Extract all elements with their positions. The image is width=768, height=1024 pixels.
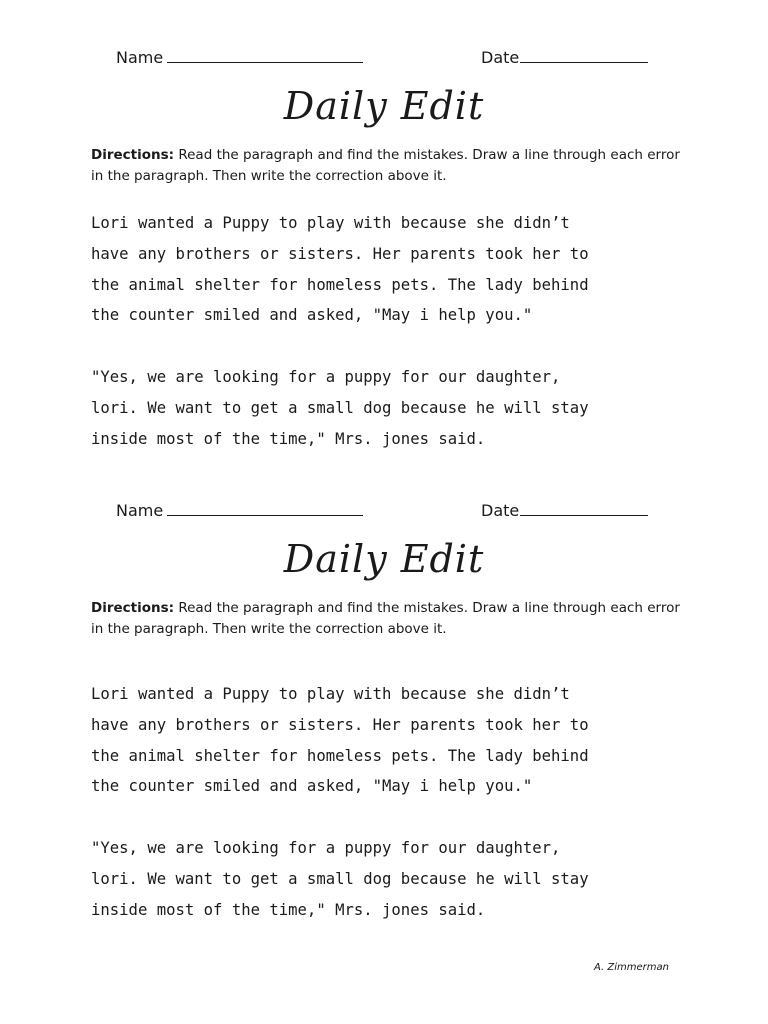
passage-paragraph-1 — [91, 679, 731, 802]
passage-line: the counter smiled and asked, "May i help you." — [91, 306, 533, 325]
passage-line: the animal shelter for homeless pets. The lady behind — [91, 746, 589, 765]
date-blank-line[interactable] — [520, 501, 648, 516]
name-field — [116, 501, 363, 521]
directions-label: Directions: — [91, 147, 175, 163]
name-label: Name — [116, 501, 164, 520]
date-field — [481, 501, 648, 521]
worksheet-title: Daily Edit — [283, 537, 485, 581]
passage-line: lori. We want to get a small dog because he will stay — [91, 398, 589, 417]
date-label: Date — [481, 48, 520, 67]
directions-text: Read the paragraph and find the mistakes. Draw a line through each error in the paragraph. Then write the correction above it. — [91, 147, 680, 184]
passage-line: "Yes, we are looking for a puppy for our daughter, — [91, 368, 561, 386]
passage-line: "Yes, we are looking for a puppy for our daughter, — [91, 839, 561, 857]
passage-line: inside most of the time," Mrs. jones said. — [91, 429, 486, 448]
directions-label: Directions: — [91, 600, 175, 616]
passage-line: have any brothers or sisters. Her parents took her to — [91, 244, 589, 263]
passage-paragraph-2 — [91, 362, 731, 454]
name-blank-line[interactable] — [167, 48, 363, 63]
passage-paragraph-2 — [91, 833, 731, 925]
date-blank-line[interactable] — [520, 48, 648, 63]
passage-paragraph-1 — [91, 208, 731, 331]
directions-text: Read the paragraph and find the mistakes. Draw a line through each error in the paragraph. Then write the correction above it. — [91, 600, 680, 637]
directions — [91, 598, 691, 640]
passage-line: the counter smiled and asked, "May i help you." — [91, 777, 533, 796]
worksheet-title: Daily Edit — [283, 84, 485, 128]
author-credit: A. Zimmerman — [594, 962, 669, 973]
passage-line: Lori wanted a Puppy to play with because she didn’t — [91, 214, 570, 232]
passage-line: lori. We want to get a small dog because he will stay — [91, 869, 589, 888]
date-field — [481, 48, 648, 68]
date-label: Date — [481, 501, 520, 520]
passage-line: Lori wanted a Puppy to play with because she didn’t — [91, 685, 570, 703]
name-blank-line[interactable] — [167, 501, 363, 516]
passage-line: inside most of the time," Mrs. jones said. — [91, 900, 486, 919]
passage-line: the animal shelter for homeless pets. The lady behind — [91, 275, 589, 294]
passage-line: have any brothers or sisters. Her parents took her to — [91, 715, 589, 734]
directions — [91, 145, 691, 187]
name-label: Name — [116, 48, 164, 67]
name-field — [116, 48, 363, 68]
